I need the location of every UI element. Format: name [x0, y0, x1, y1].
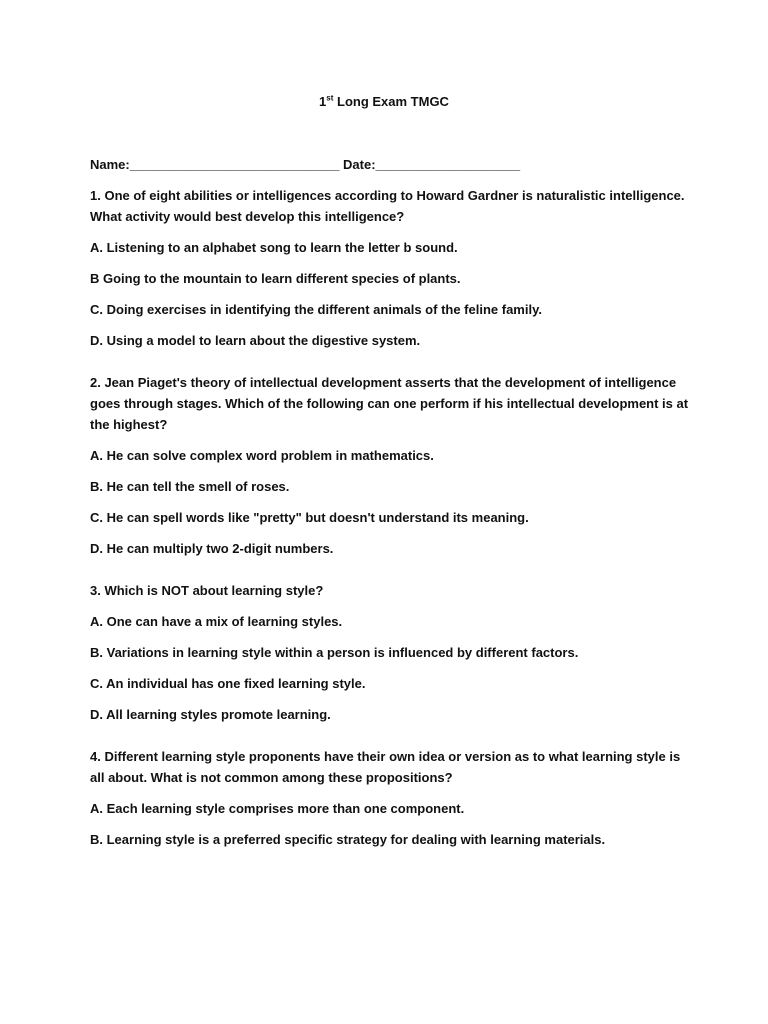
answer-option: B. He can tell the smell of roses.: [90, 479, 290, 494]
answer-option: B. Learning style is a preferred specific strategy for dealing with learning materials.: [90, 832, 606, 847]
date-blank: ____________________: [375, 157, 521, 172]
question-2: [90, 372, 690, 559]
answer-option: A. One can have a mix of learning styles.: [90, 614, 343, 629]
answer-option: C. Doing exercises in identifying the different animals of the feline family.: [90, 302, 542, 317]
title-text: Long Exam TMGC: [333, 94, 449, 109]
question-4: [90, 746, 690, 850]
title-ordinal-suffix: st: [326, 93, 334, 103]
date-label: Date:: [339, 157, 376, 172]
answer-option: B Going to the mountain to learn different species of plants.: [90, 271, 461, 286]
exam-title: [0, 92, 768, 112]
question-list: [90, 185, 690, 860]
question-text: 3. Which is NOT about learning style?: [90, 583, 324, 598]
name-date-line: [90, 155, 520, 175]
answer-option: D. He can multiply two 2-digit numbers.: [90, 541, 334, 556]
answer-option: C. An individual has one fixed learning style.: [90, 676, 366, 691]
answer-option: C. He can spell words like "pretty" but doesn't understand its meaning.: [90, 510, 529, 525]
answer-option: A. Listening to an alphabet song to learn the letter b sound.: [90, 240, 458, 255]
answer-option: D. All learning styles promote learning.: [90, 707, 331, 722]
answer-option: D. Using a model to learn about the digestive system.: [90, 333, 421, 348]
answer-option: A. Each learning style comprises more than one component.: [90, 801, 465, 816]
name-blank: _____________________________: [129, 157, 340, 172]
title-number: 1: [319, 94, 327, 109]
answer-option: A. He can solve complex word problem in mathematics.: [90, 448, 434, 463]
question-1: [90, 185, 690, 351]
name-label: Name:: [90, 157, 130, 172]
question-3: [90, 580, 690, 725]
answer-option: B. Variations in learning style within a person is influenced by different factors.: [90, 645, 579, 660]
question-text: 2. Jean Piaget's theory of intellectual development asserts that the development of intelligence goes through stages. Which of the following can one perform if his intellectual development is at the highest?: [90, 375, 689, 432]
question-text: 4. Different learning style proponents have their own idea or version as to what learning style is all about. What is not common among these propositions?: [90, 749, 681, 785]
question-text: 1. One of eight abilities or intelligences according to Howard Gardner is naturalistic intelligence. What activity would best develop this intelligence?: [90, 188, 685, 224]
